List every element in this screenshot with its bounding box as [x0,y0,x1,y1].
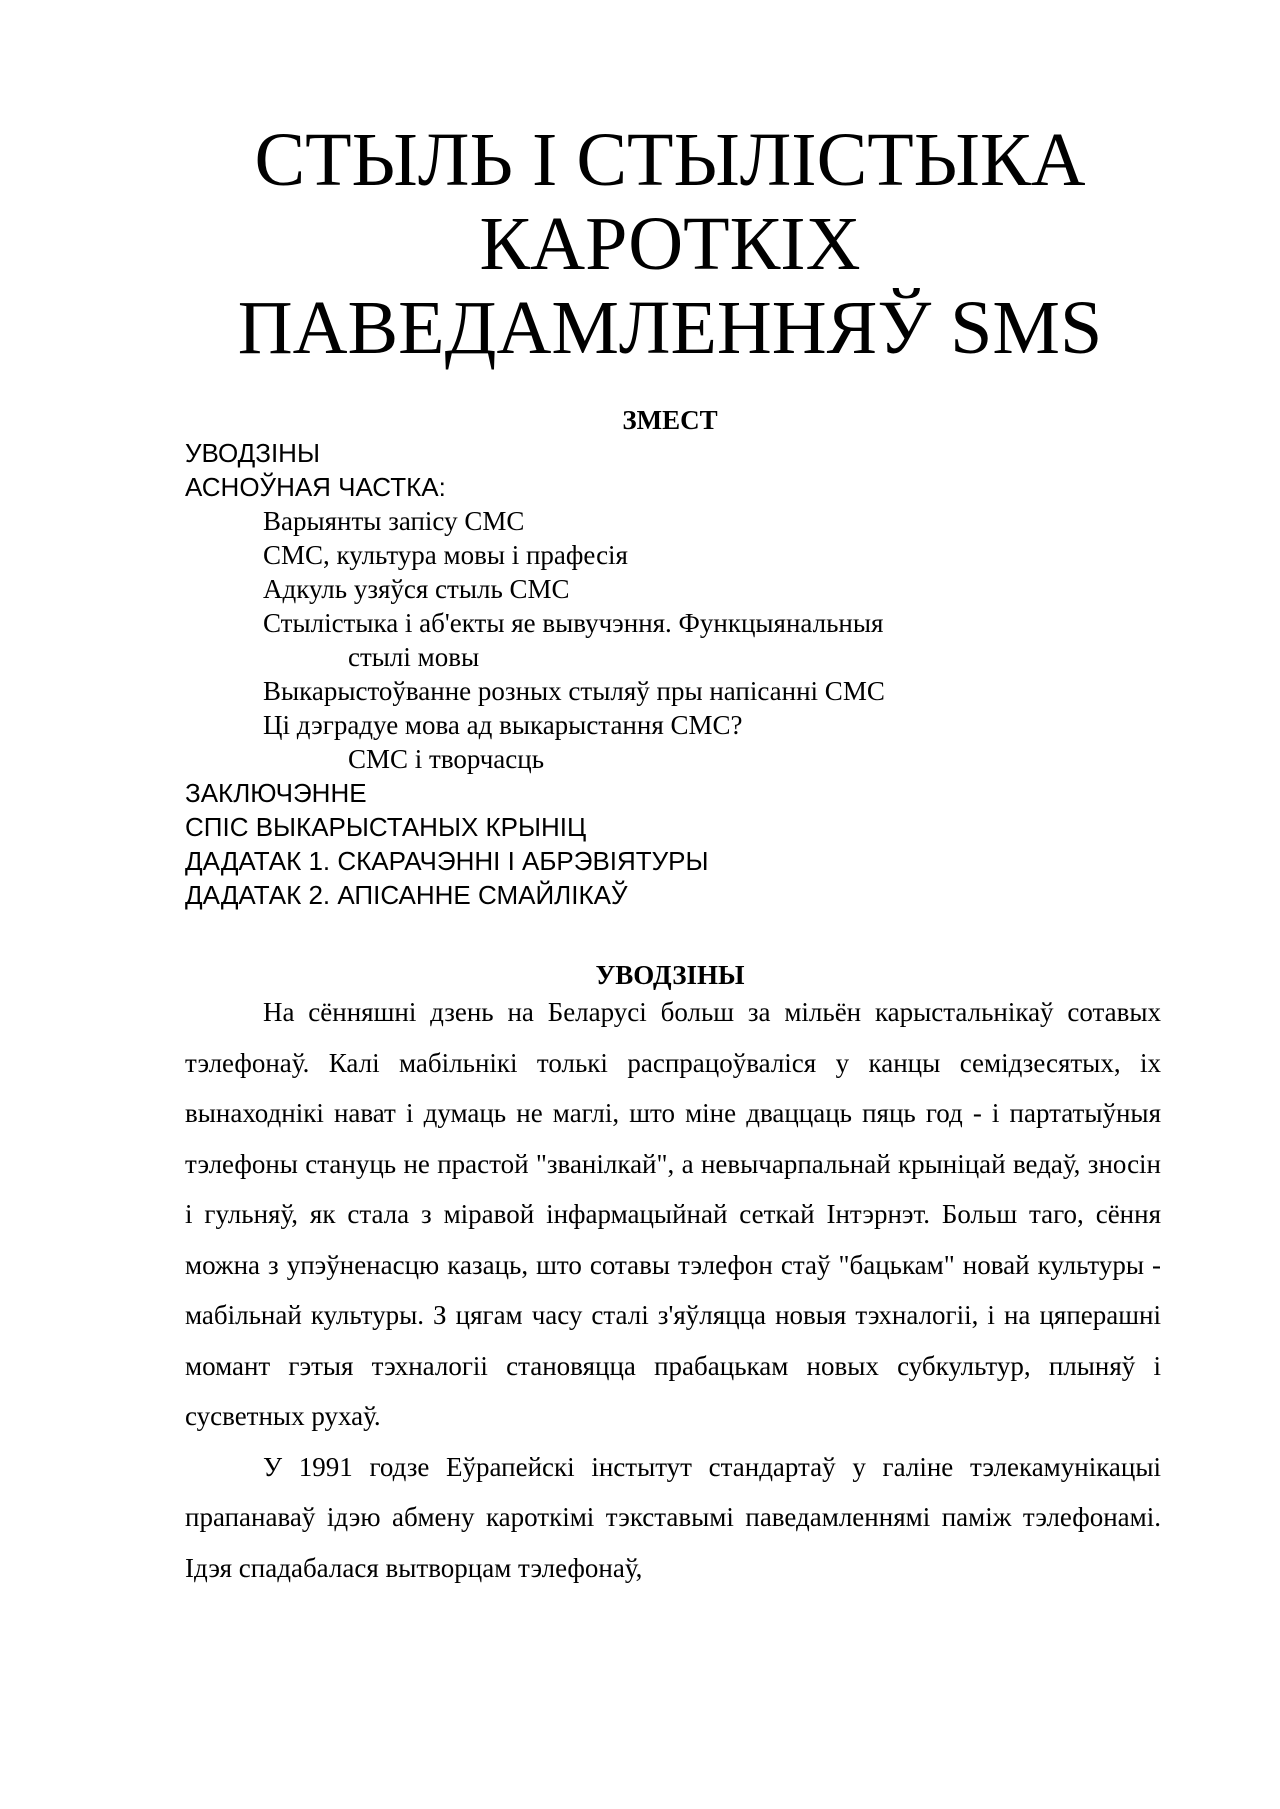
toc-item: стылі мовы [348,642,480,672]
title-line: СТЫЛЬ І СТЫЛІСТЫКА [254,118,1086,202]
toc-item: Ці дэградуе мова ад выкарыстання СМС? [263,710,743,740]
toc-item: Адкуль узяўся стыль СМС [263,574,570,604]
table-of-contents [185,436,1165,912]
paragraph: У 1991 годзе Еўрапейскі інстытут стандартаў у галіне тэлекамунікацыі прапанаваў ідэю абмену кароткімі тэкставымі паведамленнямі паміж тэлефонамі. Ідэя спадабалася вытворцам тэлефонаў, [185,1451,1161,1583]
toc-item: АСНОЎНАЯ ЧАСТКА: [185,472,446,502]
toc-item: Варыянты запісу СМС [263,506,525,536]
section-heading-intro: УВОДЗІНЫ [595,960,745,990]
toc-item: СМС, культура мовы і прафесія [263,540,628,570]
toc-item: ЗАКЛЮЧЭННЕ [185,778,367,808]
toc-item: Стылістыка і аб'екты яе вывучэння. Функцыянальныя [263,608,884,638]
toc-item: СМС і творчасць [348,744,545,774]
title-line: ПАВЕДАМЛЕННЯЎ SMS [237,286,1103,370]
toc-item: СПІС ВЫКАРЫСТАНЫХ КРЫНІЦ [185,812,587,842]
toc-item: Выкарыстоўванне розных стыляў пры напісанні СМС [263,676,885,706]
toc-item: ДАДАТАК 1. СКАРАЧЭННІ І АБРЭВІЯТУРЫ [185,846,709,876]
toc-item: УВОДЗІНЫ [185,438,320,468]
toc-item: ДАДАТАК 2. АПІСАННЕ СМАЙЛІКАЎ [185,880,628,910]
intro-body [185,987,1161,1593]
title-line: КАРОТКІХ [479,202,861,286]
paragraph: На сённяшні дзень на Беларусі больш за мільён карыстальнікаў сотавых тэлефонаў. Калі мабільнікі толькі распрацоўваліся у канцы семідзесятых, іх вынаходнікі нават і думаць не маглі, што міне дваццаць пяць год - і партатыўныя тэлефоны стануць не прастой "званілкай", а невычарпальнай крыніцай ведаў, зносін і гульняў, як стала з міравой інфармацыйнай сеткай Інтэрнэт. Больш таго, сёння можна з упэўненасцю казаць, што сотавы тэлефон стаў "бацькам" новай культуры - мабільнай культуры. З цягам часу сталі з'яўляцца новыя тэхналогіі, і на цяперашні момант гэтыя тэхналогіі становяцца прабацькам новых субкультур, плыняў і сусветных рухаў. [185,997,1161,1431]
toc-heading: ЗМЕСТ [622,405,718,435]
document-title [185,118,1155,370]
